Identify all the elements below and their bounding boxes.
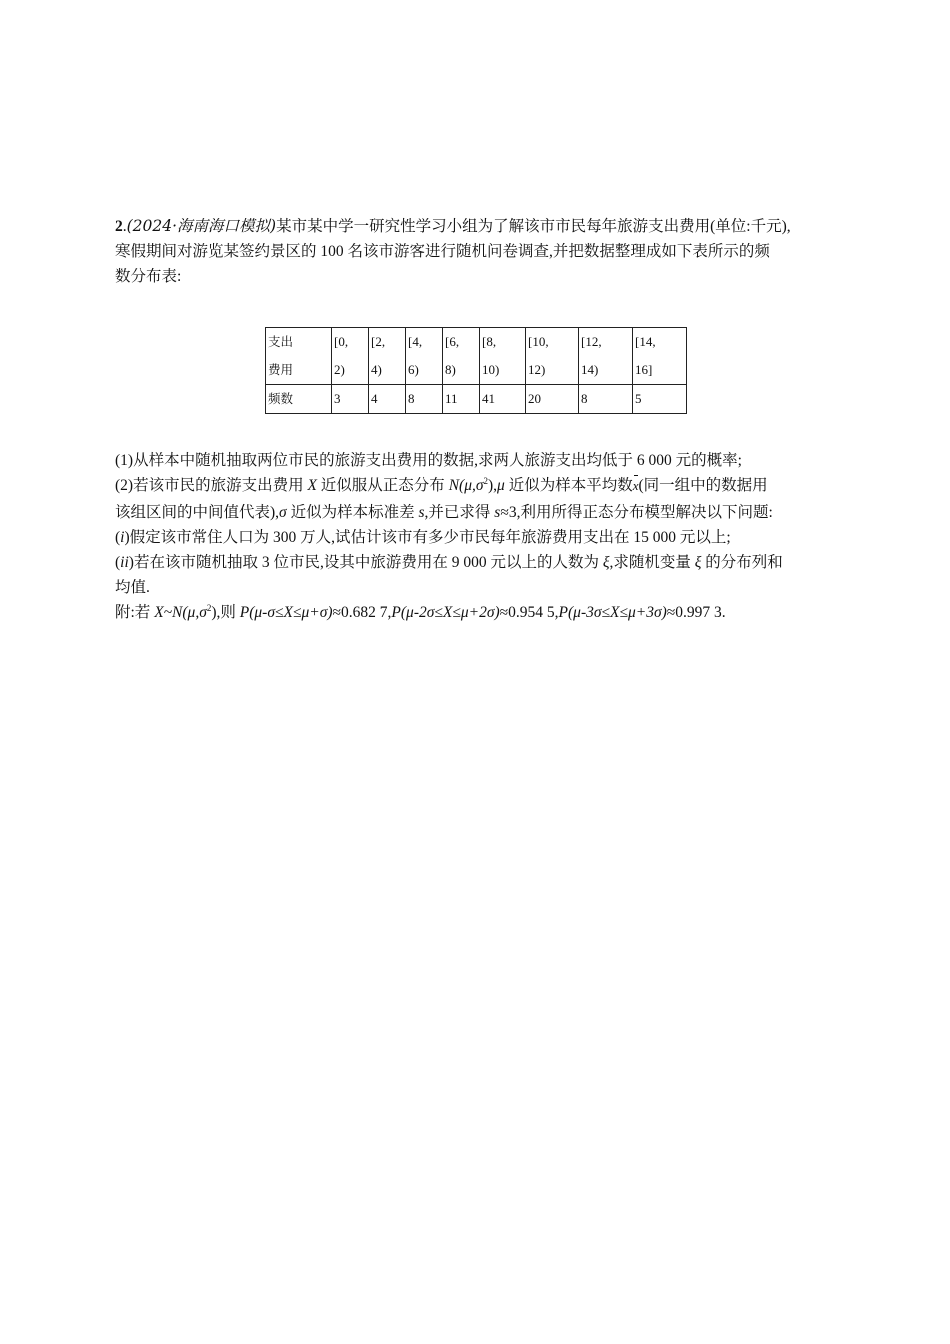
intro-line-3: 数分布表: xyxy=(115,268,182,285)
questions xyxy=(115,448,845,625)
interval-cell: [0, 2) xyxy=(332,328,369,385)
frequency-cell: 4 xyxy=(369,385,406,414)
interval-cell: [12, 14) xyxy=(579,328,633,385)
frequency-cell: 8 xyxy=(406,385,443,414)
appendix: 附:若 $X\sim N(\mu,\sigma^2)$,则 P(μ-σ≤X≤μ+σ)≈0.682 7,P(μ-2σ≤X≤μ+2σ)≈0.954 5,P(μ-3σ≤X≤μ+3σ)≈0.997 3. xyxy=(115,603,726,621)
frequency-table xyxy=(265,327,687,414)
interval-cell: [2, 4) xyxy=(369,328,406,385)
question-2-ii: (ii)若在该市随机抽取 3 位市民,设其中旅游费用在 9 000 元以上的人数为 ξ,求随机变量 ξ 的分布列和 xyxy=(115,554,783,571)
frequency-cell: 20 xyxy=(526,385,579,414)
frequency-cell: 41 xyxy=(480,385,526,414)
problem-source: (2024·海南海口模拟) xyxy=(126,217,277,235)
frequency-cell: 11 xyxy=(443,385,480,414)
question-2-line-2: 该组区间的中间值代表),σ 近似为样本标准差 s,并已求得 s≈3,利用所得正态分布模型解决以下问题: xyxy=(115,504,773,521)
frequency-cell: 5 xyxy=(633,385,687,414)
frequency-header: 频数 xyxy=(266,385,332,414)
question-1: (1)从样本中随机抽取两位市民的旅游支出费用的数据,求两人旅游支出均低于 6 000 元的概率; xyxy=(115,452,742,469)
problem-intro xyxy=(115,214,845,289)
interval-cell: [8, 10) xyxy=(480,328,526,385)
frequency-cell: 3 xyxy=(332,385,369,414)
question-2-ii-line-2: 均值. xyxy=(115,579,150,596)
question-2-line-1: (2)若该市民的旅游支出费用 X 近似服从正态分布 $N(\mu,\sigma^2),\mu$ 近似为样本平均数x(同一组中的数据用 xyxy=(115,473,845,500)
table-row-frequency xyxy=(266,385,687,414)
interval-cell: [14, 16] xyxy=(633,328,687,385)
frequency-cell: 8 xyxy=(579,385,633,414)
question-2-i: (i)假定该市常住人口为 300 万人,试估计该市有多少市民每年旅游费用支出在 15 000 元以上; xyxy=(115,529,731,546)
intro-line-2: 寒假期间对游览某签约景区的 100 名该市游客进行随机问卷调查,并把数据整理成如下表所示的频 xyxy=(115,243,770,260)
problem-number: 2 xyxy=(115,218,123,235)
table-row-cost xyxy=(266,328,687,385)
interval-cell: [6, 8) xyxy=(443,328,480,385)
interval-cell: [4, 6) xyxy=(406,328,443,385)
intro-text-1: 某市某中学一研究性学习小组为了解该市市民每年旅游支出费用(单位:千元), xyxy=(276,218,791,235)
intro-line-1: 2.(2024·海南海口模拟)某市某中学一研究性学习小组为了解该市市民每年旅游支出费用(单位:千元), xyxy=(115,217,791,235)
x-bar-symbol: x xyxy=(633,473,639,498)
cost-header: 支出 费用 xyxy=(266,328,332,385)
interval-cell: [10, 12) xyxy=(526,328,579,385)
